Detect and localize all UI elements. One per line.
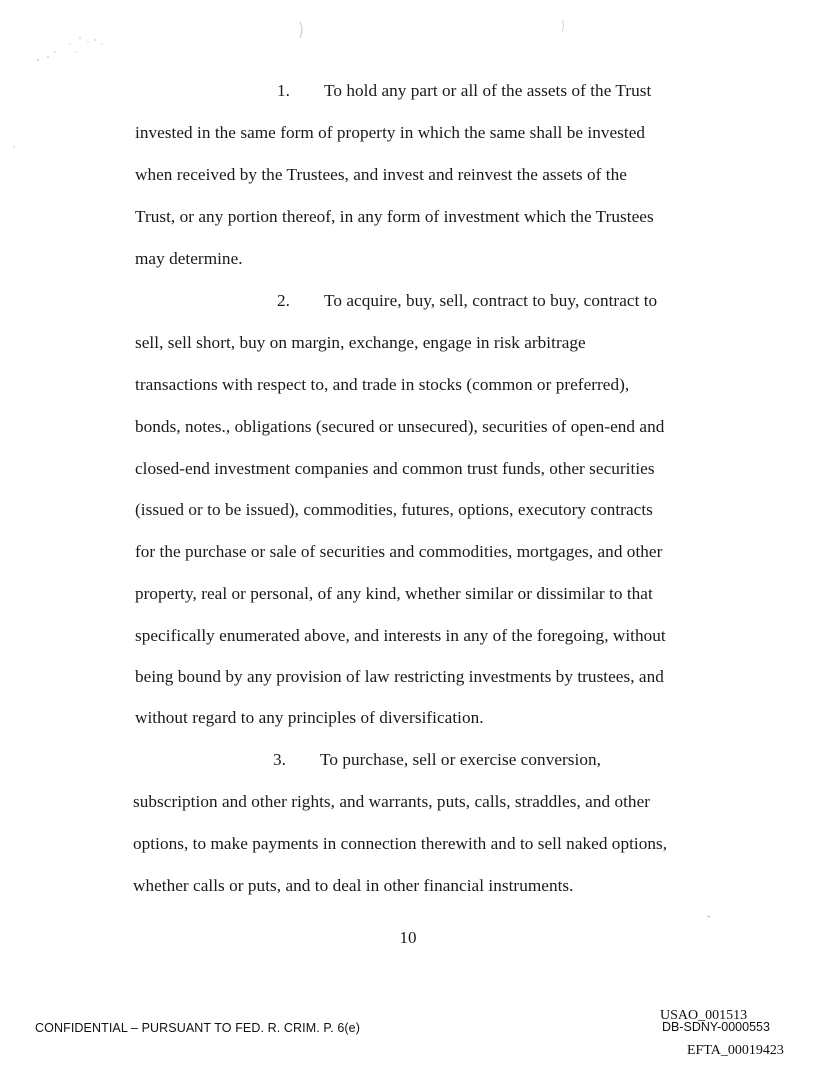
paragraph-2-lead-text: To acquire, buy, sell, contract to buy, contract to bbox=[324, 291, 658, 310]
paragraph-2-line: bonds, notes., obligations (secured or unsecured), securities of open-end and bbox=[135, 417, 665, 436]
paragraph-2-line: for the purchase or sale of securities and commodities, mortgages, and other bbox=[135, 542, 663, 561]
paragraph-3-line: whether calls or puts, and to deal in other financial instruments. bbox=[133, 876, 574, 895]
paragraph-1-lead-text: To hold any part or all of the assets of the Trust bbox=[324, 81, 652, 100]
paragraph-2-line: (issued or to be issued), commodities, futures, options, executory contracts bbox=[135, 500, 653, 519]
efta-bates-stamp: EFTA_00019423 bbox=[687, 1043, 784, 1058]
paragraph-1-line: when received by the Trustees, and invest and reinvest the assets of the bbox=[135, 165, 627, 184]
paragraph-2-first-line bbox=[277, 291, 657, 311]
paragraph-3-line: subscription and other rights, and warrants, puts, calls, straddles, and other bbox=[133, 792, 651, 811]
paragraph-1-number: 1. bbox=[277, 81, 290, 100]
paragraph-2-line: specifically enumerated above, and interests in any of the foregoing, without bbox=[135, 626, 666, 645]
paragraph-1-line: invested in the same form of property in which the same shall be invested bbox=[135, 123, 646, 142]
paragraph-2-line: sell, sell short, buy on margin, exchange, engage in risk arbitrage bbox=[135, 333, 586, 352]
paragraph-1-line: Trust, or any portion thereof, in any form of investment which the Trustees bbox=[135, 207, 654, 226]
paragraph-3-line: options, to make payments in connection therewith and to sell naked options, bbox=[133, 834, 668, 853]
paragraph-3-first-line bbox=[273, 750, 601, 770]
paragraph-3-number: 3. bbox=[273, 750, 286, 769]
page-number: 10 bbox=[399, 928, 417, 947]
paragraph-2-number: 2. bbox=[277, 291, 290, 310]
paragraph-1-first-line bbox=[277, 81, 651, 101]
confidential-notice: CONFIDENTIAL – PURSUANT TO FED. R. CRIM. P. 6(e) bbox=[35, 1021, 360, 1035]
paragraph-2-line: being bound by any provision of law restricting investments by trustees, and bbox=[135, 667, 664, 686]
paragraph-2-line: without regard to any principles of diversification. bbox=[135, 708, 484, 727]
paragraph-2-line: property, real or personal, of any kind, whether similar or dissimilar to that bbox=[135, 584, 653, 603]
usao-bates-stamp: USAO_001513 bbox=[660, 1008, 748, 1023]
paragraph-1-line: may determine. bbox=[135, 249, 243, 268]
paragraph-2-line: transactions with respect to, and trade in stocks (common or preferred), bbox=[135, 375, 630, 394]
db-bates-stamp: DB-SDNY-0000553 bbox=[662, 1020, 770, 1034]
paragraph-3-lead-text: To purchase, sell or exercise conversion, bbox=[320, 750, 601, 769]
paragraph-2-line: closed-end investment companies and common trust funds, other securities bbox=[135, 459, 655, 478]
